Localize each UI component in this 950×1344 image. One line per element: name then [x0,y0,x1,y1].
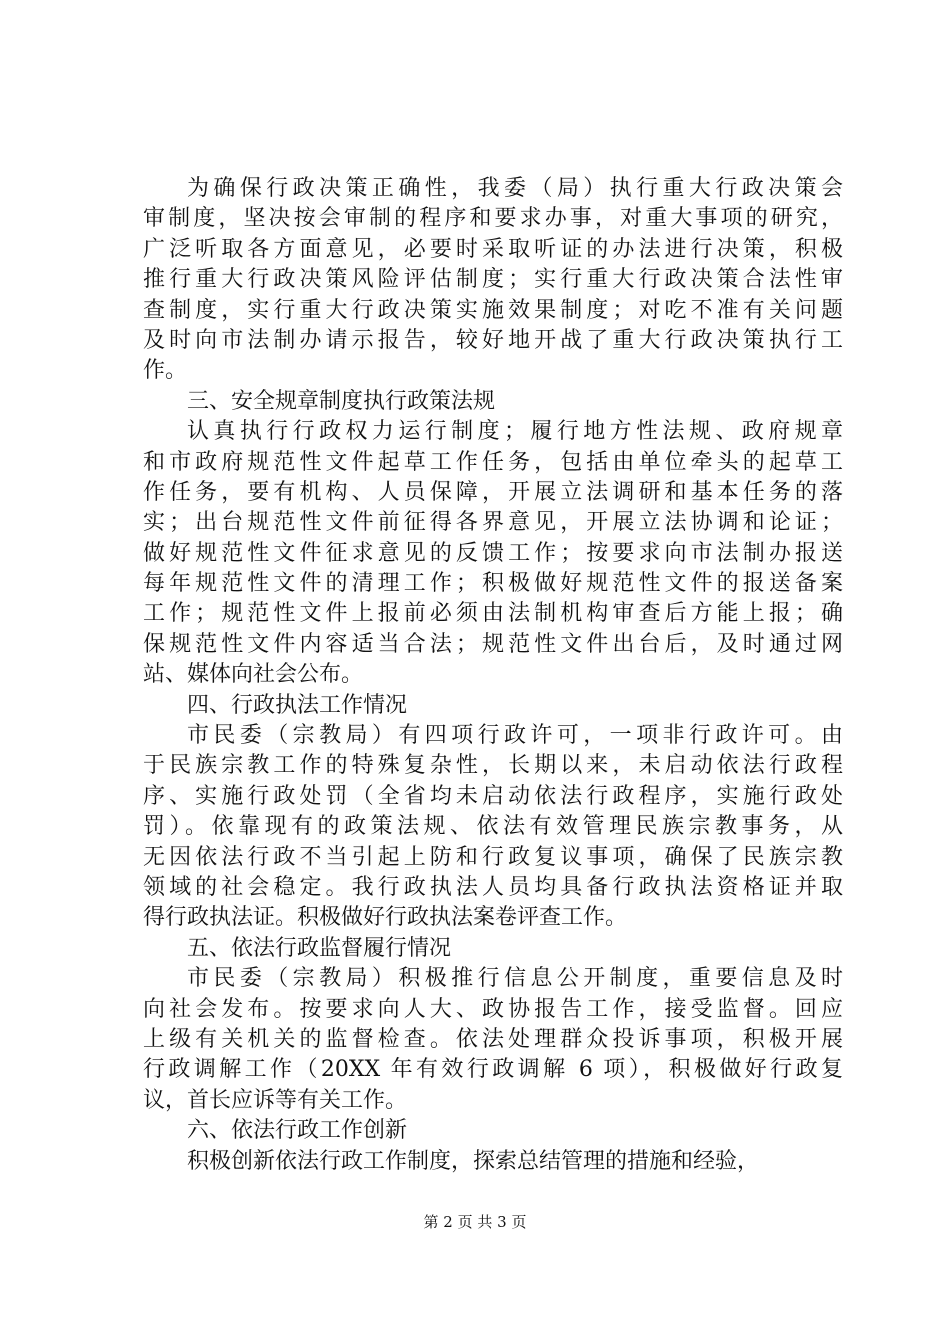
section-heading [143,1116,843,1146]
text-line: 市民委（宗教局）积极推行信息公开制度，重要信息及时 [187,966,843,992]
document-body [143,174,843,1177]
text-line: 和市政府规范性文件起草工作任务，包括由单位牵头的起草工 [143,449,843,475]
paragraph [143,721,843,934]
page-footer: 第 2 页 共 3 页 [423,1213,527,1231]
text-line: 市民委（宗教局）有四项行政许可，一项非行政许可。由 [187,723,843,749]
text-line: 三、安全规章制度执行政策法规 [187,388,496,414]
text-line: 推行重大行政决策风险评估制度；实行重大行政决策合法性审 [143,267,843,293]
text-line: 领域的社会稳定。我行政执法人员均具备行政执法资格证并取 [143,874,843,900]
text-line: 广泛听取各方面意见，必要时采取听证的办法进行决策，积极 [143,236,843,262]
text-line: 实；出台规范性文件前征得各界意见，开展立法协调和论证； [143,510,843,536]
text-line: 查制度，实行重大行政决策实施效果制度；对吃不准有关问题 [143,297,843,323]
text-line: 序、实施行政处罚（全省均未启动依法行政程序，实施行政处 [143,783,843,809]
text-line: 积极创新依法行政工作制度，探索总结管理的措施和经验， [187,1148,760,1174]
text-line: 得行政执法证。积极做好行政执法案卷评查工作。 [143,905,628,931]
text-line: 向社会发布。按要求向人大、政协报告工作，接受监督。回应 [143,996,843,1022]
text-line: 六、依法行政工作创新 [187,1118,408,1144]
text-line: 作。 [143,358,188,384]
text-line: 保规范性文件内容适当合法；规范性文件出台后，及时通过网 [143,631,843,657]
text-line: 罚）。依靠现有的政策法规、依法有效管理民族宗教事务，从 [143,814,843,840]
text-line: 上级有关机关的监督检查。依法处理群众投诉事项，积极开展 [143,1026,843,1052]
text-line: 行政调解工作（20XX 年有效行政调解 6 项），积极做好行政复 [143,1057,843,1083]
text-line: 工作；规范性文件上报前必须由法制机构审查后方能上报；确 [143,601,843,627]
paragraph [143,417,843,691]
text-line: 审制度，坚决按会审制的程序和要求办事，对重大事项的研究， [143,206,843,232]
section-heading [143,387,843,417]
section-heading [143,691,843,721]
text-line: 每年规范性文件的清理工作；积极做好规范性文件的报送备案 [143,571,843,597]
section-heading [143,934,843,964]
text-line: 五、依法行政监督履行情况 [187,935,452,961]
text-line: 作任务，要有机构、人员保障，开展立法调研和基本任务的落 [143,479,843,505]
paragraph [143,174,843,387]
text-line: 做好规范性文件征求意见的反馈工作；按要求向市法制办报送 [143,540,843,566]
paragraph [143,1147,843,1177]
text-line: 于民族宗教工作的特殊复杂性，长期以来，未启动依法行政程 [143,753,843,779]
paragraph [143,964,843,1116]
text-line: 为确保行政决策正确性，我委（局）执行重大行政决策会 [187,176,843,201]
text-line: 及时向市法制办请示报告，较好地开战了重大行政决策执行工 [143,327,843,353]
text-line: 四、行政执法工作情况 [187,692,408,718]
text-line: 议，首长应诉等有关工作。 [143,1087,408,1113]
text-line: 站、媒体向社会公布。 [143,662,364,688]
text-line: 认真执行行政权力运行制度；履行地方性法规、政府规章 [187,419,843,445]
text-line: 无因依法行政不当引起上防和行政复议事项，确保了民族宗教 [143,844,843,870]
